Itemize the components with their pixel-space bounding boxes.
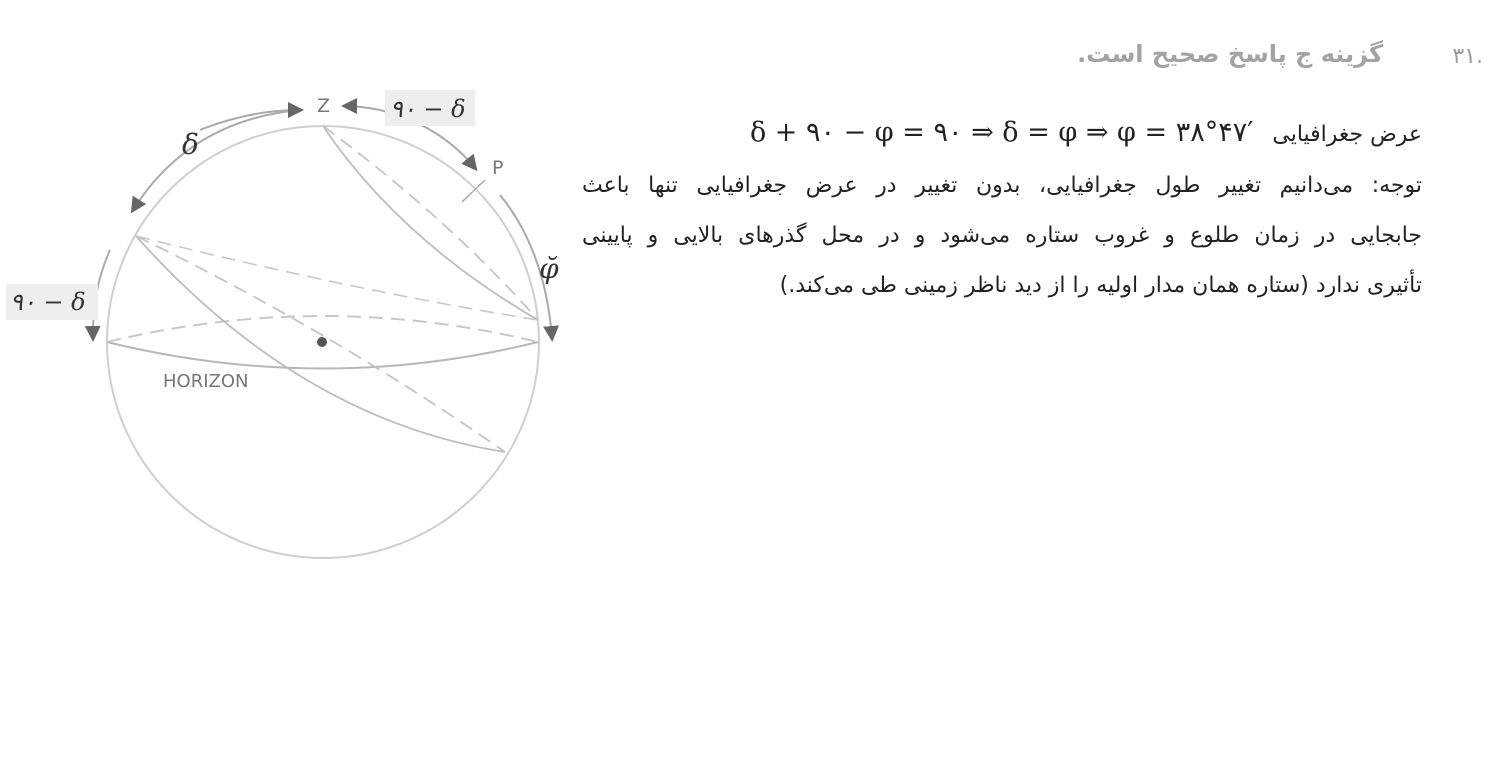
ninety-minus-delta-left-label: ۹۰ − δ [10,288,86,316]
note-line-3: تأثیری ندارد (ستاره همان مدار اولیه را از دید ناظر زمینی طی می‌کند.) [779,273,1422,298]
latitude-equation-line [582,118,1422,149]
equator-dashed [136,236,538,320]
zenith-label: Z [317,95,331,117]
horizon-label: HORIZON [163,371,249,392]
celestial-sphere-diagram [0,80,580,570]
note-line-1: توجه: می‌دانیم تغییر طول جغرافیایی، بدون تغییر در عرض جغرافیایی تنها باعث [582,173,1422,198]
ninety-minus-delta-arrow-back [345,106,380,110]
answer-title: گزینه ج پاسخ صحیح است. [1077,40,1383,68]
delta-label: δ [182,128,199,161]
note-line-2: جابجایی در زمان طلوع و غروب ستاره می‌شود و در محل گذرهای بالایی و پایینی [582,223,1422,248]
pole-label: P [492,157,504,179]
ninety-minus-delta-top-label: ۹۰ − δ [390,95,466,123]
phi-label: φ̆ [539,252,559,285]
latitude-label: عرض جغرافیایی [1272,122,1422,147]
delta-arc-arrow [133,110,300,210]
pole-tick [462,180,485,202]
observer-point [317,337,327,347]
explanation-text [582,118,1422,321]
latitude-equation: δ + ۹۰ − φ = ۹۰ ⇒ δ = φ ⇒ φ = ۳۸°۴۷′ [749,117,1254,148]
question-number: ۳۱. [1452,44,1483,69]
